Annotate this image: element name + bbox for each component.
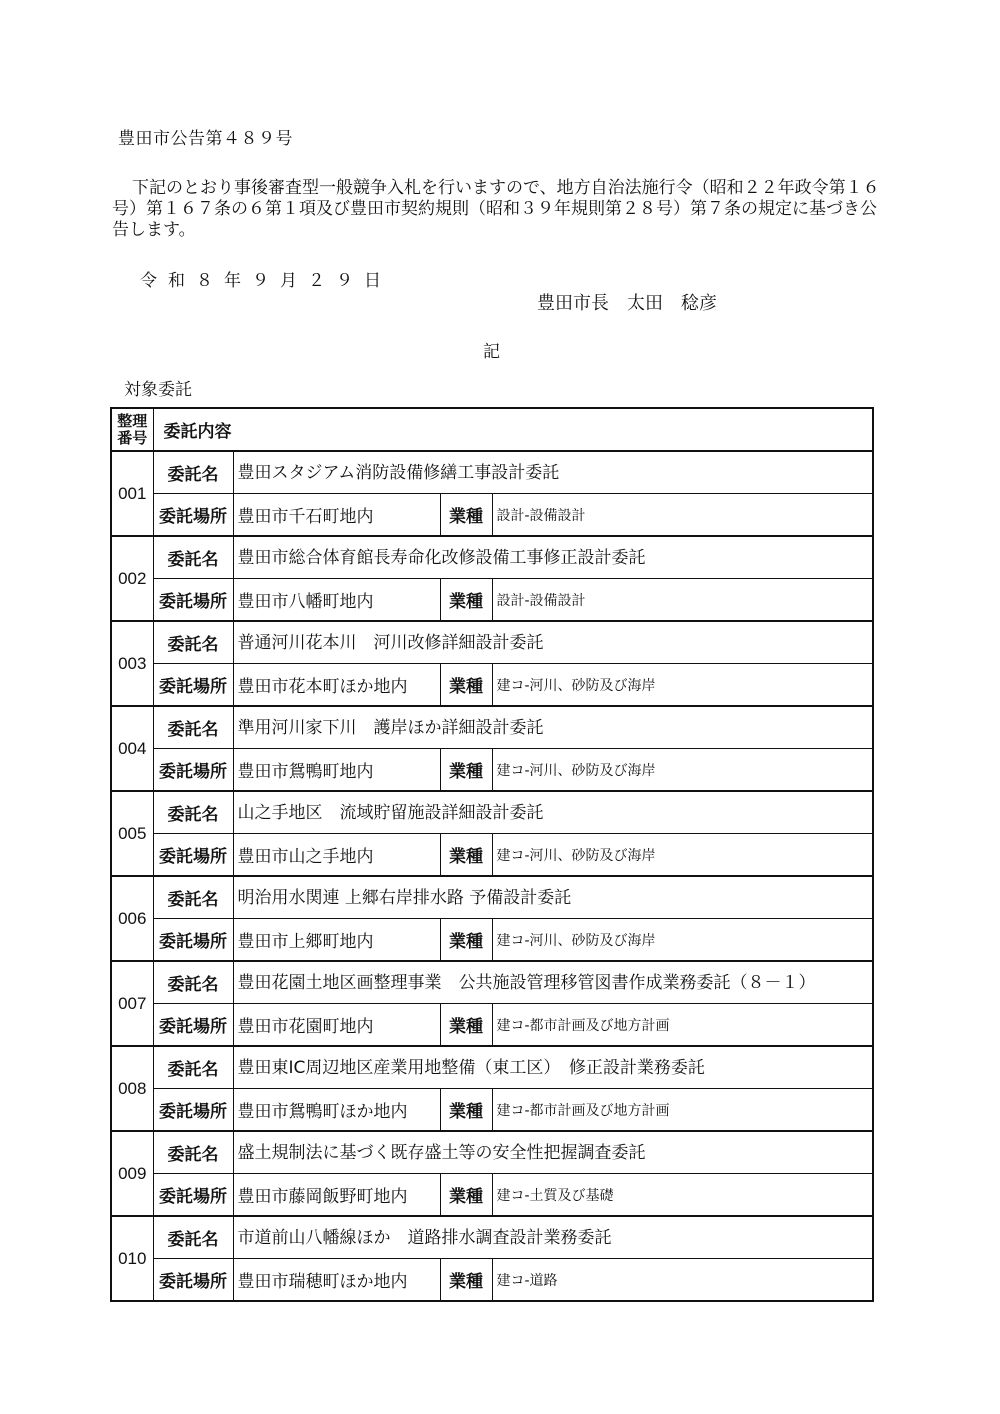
contract-table-body bbox=[111, 408, 873, 1301]
row-number: 004 bbox=[111, 706, 153, 791]
row-number: 003 bbox=[111, 621, 153, 706]
label-contract-place: 委託場所 bbox=[153, 1089, 233, 1132]
contract-name: 豊田市総合体育館長寿命化改修設備工事修正設計委託 bbox=[233, 536, 873, 579]
contract-place: 豊田市鴛鴨町地内 bbox=[233, 749, 440, 792]
label-business-type: 業種 bbox=[440, 1089, 492, 1132]
label-contract-place: 委託場所 bbox=[153, 664, 233, 707]
table-row-sub bbox=[111, 579, 873, 622]
row-number: 008 bbox=[111, 1046, 153, 1131]
header-no-line1: 整理 bbox=[117, 411, 148, 430]
notice-body-text: 下記のとおり事後審査型一般競争入札を行いますので、地方自治法施行令（昭和２２年政令第１６号）第１６７条の６第１項及び豊田市契約規則（昭和３９年規則第２８号）第７条の規定に基づき公告します。 bbox=[112, 178, 880, 240]
table-row-sub bbox=[111, 919, 873, 962]
notice-body bbox=[112, 178, 882, 241]
label-contract-place: 委託場所 bbox=[153, 919, 233, 962]
label-business-type: 業種 bbox=[440, 1004, 492, 1047]
contract-name: 明治用水関連 上郷右岸排水路 予備設計委託 bbox=[233, 876, 873, 919]
contract-place: 豊田市八幡町地内 bbox=[233, 579, 440, 622]
label-contract-name: 委託名 bbox=[153, 876, 233, 919]
row-number: 006 bbox=[111, 876, 153, 961]
label-contract-name: 委託名 bbox=[153, 536, 233, 579]
label-business-type: 業種 bbox=[440, 1259, 492, 1302]
section-label: 対象委託 bbox=[124, 380, 192, 400]
notice-date: 令和８年９月２９日 bbox=[140, 271, 392, 291]
table-row-sub bbox=[111, 1259, 873, 1302]
contract-place: 豊田市鴛鴨町ほか地内 bbox=[233, 1089, 440, 1132]
row-number: 001 bbox=[111, 451, 153, 536]
contract-name: 準用河川家下川 護岸ほか詳細設計委託 bbox=[233, 706, 873, 749]
table-row bbox=[111, 706, 873, 749]
label-business-type: 業種 bbox=[440, 664, 492, 707]
row-number: 002 bbox=[111, 536, 153, 621]
contract-table bbox=[110, 407, 874, 1302]
label-business-type: 業種 bbox=[440, 749, 492, 792]
row-number: 010 bbox=[111, 1216, 153, 1301]
business-type: 建コ-都市計画及び地方計画 bbox=[492, 1089, 873, 1132]
label-business-type: 業種 bbox=[440, 1174, 492, 1217]
label-contract-name: 委託名 bbox=[153, 961, 233, 1004]
header-no bbox=[111, 408, 153, 451]
table-row bbox=[111, 791, 873, 834]
business-type: 設計-設備設計 bbox=[492, 579, 873, 622]
label-contract-place: 委託場所 bbox=[153, 1004, 233, 1047]
contract-name: 山之手地区 流域貯留施設詳細設計委託 bbox=[233, 791, 873, 834]
contract-name: 豊田東IC周辺地区産業用地整備（東工区） 修正設計業務委託 bbox=[233, 1046, 873, 1089]
contract-name: 普通河川花本川 河川改修詳細設計委託 bbox=[233, 621, 873, 664]
label-contract-name: 委託名 bbox=[153, 1216, 233, 1259]
label-business-type: 業種 bbox=[440, 579, 492, 622]
contract-place: 豊田市花本町ほか地内 bbox=[233, 664, 440, 707]
ki-heading: 記 bbox=[483, 342, 500, 362]
table-row bbox=[111, 621, 873, 664]
label-contract-name: 委託名 bbox=[153, 621, 233, 664]
business-type: 建コ-道路 bbox=[492, 1259, 873, 1302]
label-business-type: 業種 bbox=[440, 919, 492, 962]
label-contract-place: 委託場所 bbox=[153, 834, 233, 877]
label-contract-place: 委託場所 bbox=[153, 579, 233, 622]
table-row bbox=[111, 1046, 873, 1089]
contract-name: 豊田花園土地区画整理事業 公共施設管理移管図書作成業務委託（８－１） bbox=[233, 961, 873, 1004]
signer: 豊田市長 太田 稔彦 bbox=[537, 293, 717, 314]
business-type: 建コ-河川、砂防及び海岸 bbox=[492, 664, 873, 707]
label-contract-place: 委託場所 bbox=[153, 1259, 233, 1302]
table-row bbox=[111, 1216, 873, 1259]
table-row-sub bbox=[111, 1004, 873, 1047]
contract-place: 豊田市千石町地内 bbox=[233, 494, 440, 537]
row-number: 009 bbox=[111, 1131, 153, 1216]
row-number: 005 bbox=[111, 791, 153, 876]
label-contract-place: 委託場所 bbox=[153, 494, 233, 537]
label-contract-place: 委託場所 bbox=[153, 749, 233, 792]
table-row-sub bbox=[111, 834, 873, 877]
table-row bbox=[111, 961, 873, 1004]
contract-place: 豊田市瑞穂町ほか地内 bbox=[233, 1259, 440, 1302]
contract-place: 豊田市上郷町地内 bbox=[233, 919, 440, 962]
label-contract-name: 委託名 bbox=[153, 1046, 233, 1089]
table-row bbox=[111, 1131, 873, 1174]
table-row bbox=[111, 876, 873, 919]
business-type: 建コ-土質及び基礎 bbox=[492, 1174, 873, 1217]
header-content: 委託内容 bbox=[153, 408, 873, 451]
table-header-row bbox=[111, 408, 873, 451]
contract-place: 豊田市花園町地内 bbox=[233, 1004, 440, 1047]
table-row-sub bbox=[111, 494, 873, 537]
contract-place: 豊田市藤岡飯野町地内 bbox=[233, 1174, 440, 1217]
label-business-type: 業種 bbox=[440, 494, 492, 537]
contract-name: 豊田スタジアム消防設備修繕工事設計委託 bbox=[233, 451, 873, 494]
business-type: 建コ-河川、砂防及び海岸 bbox=[492, 834, 873, 877]
label-contract-name: 委託名 bbox=[153, 451, 233, 494]
label-contract-name: 委託名 bbox=[153, 791, 233, 834]
business-type: 建コ-河川、砂防及び海岸 bbox=[492, 749, 873, 792]
table-row bbox=[111, 451, 873, 494]
label-contract-name: 委託名 bbox=[153, 1131, 233, 1174]
header-no-line2: 番号 bbox=[117, 428, 148, 447]
label-contract-name: 委託名 bbox=[153, 706, 233, 749]
contract-place: 豊田市山之手地内 bbox=[233, 834, 440, 877]
contract-name: 盛土規制法に基づく既存盛土等の安全性把握調査委託 bbox=[233, 1131, 873, 1174]
business-type: 建コ-都市計画及び地方計画 bbox=[492, 1004, 873, 1047]
table-row bbox=[111, 536, 873, 579]
label-business-type: 業種 bbox=[440, 834, 492, 877]
table-row-sub bbox=[111, 1089, 873, 1132]
notice-number: 豊田市公告第４８９号 bbox=[118, 129, 293, 149]
row-number: 007 bbox=[111, 961, 153, 1046]
table-row-sub bbox=[111, 749, 873, 792]
business-type: 設計-設備設計 bbox=[492, 494, 873, 537]
business-type: 建コ-河川、砂防及び海岸 bbox=[492, 919, 873, 962]
table-row-sub bbox=[111, 664, 873, 707]
table-row-sub bbox=[111, 1174, 873, 1217]
contract-name: 市道前山八幡線ほか 道路排水調査設計業務委託 bbox=[233, 1216, 873, 1259]
label-contract-place: 委託場所 bbox=[153, 1174, 233, 1217]
